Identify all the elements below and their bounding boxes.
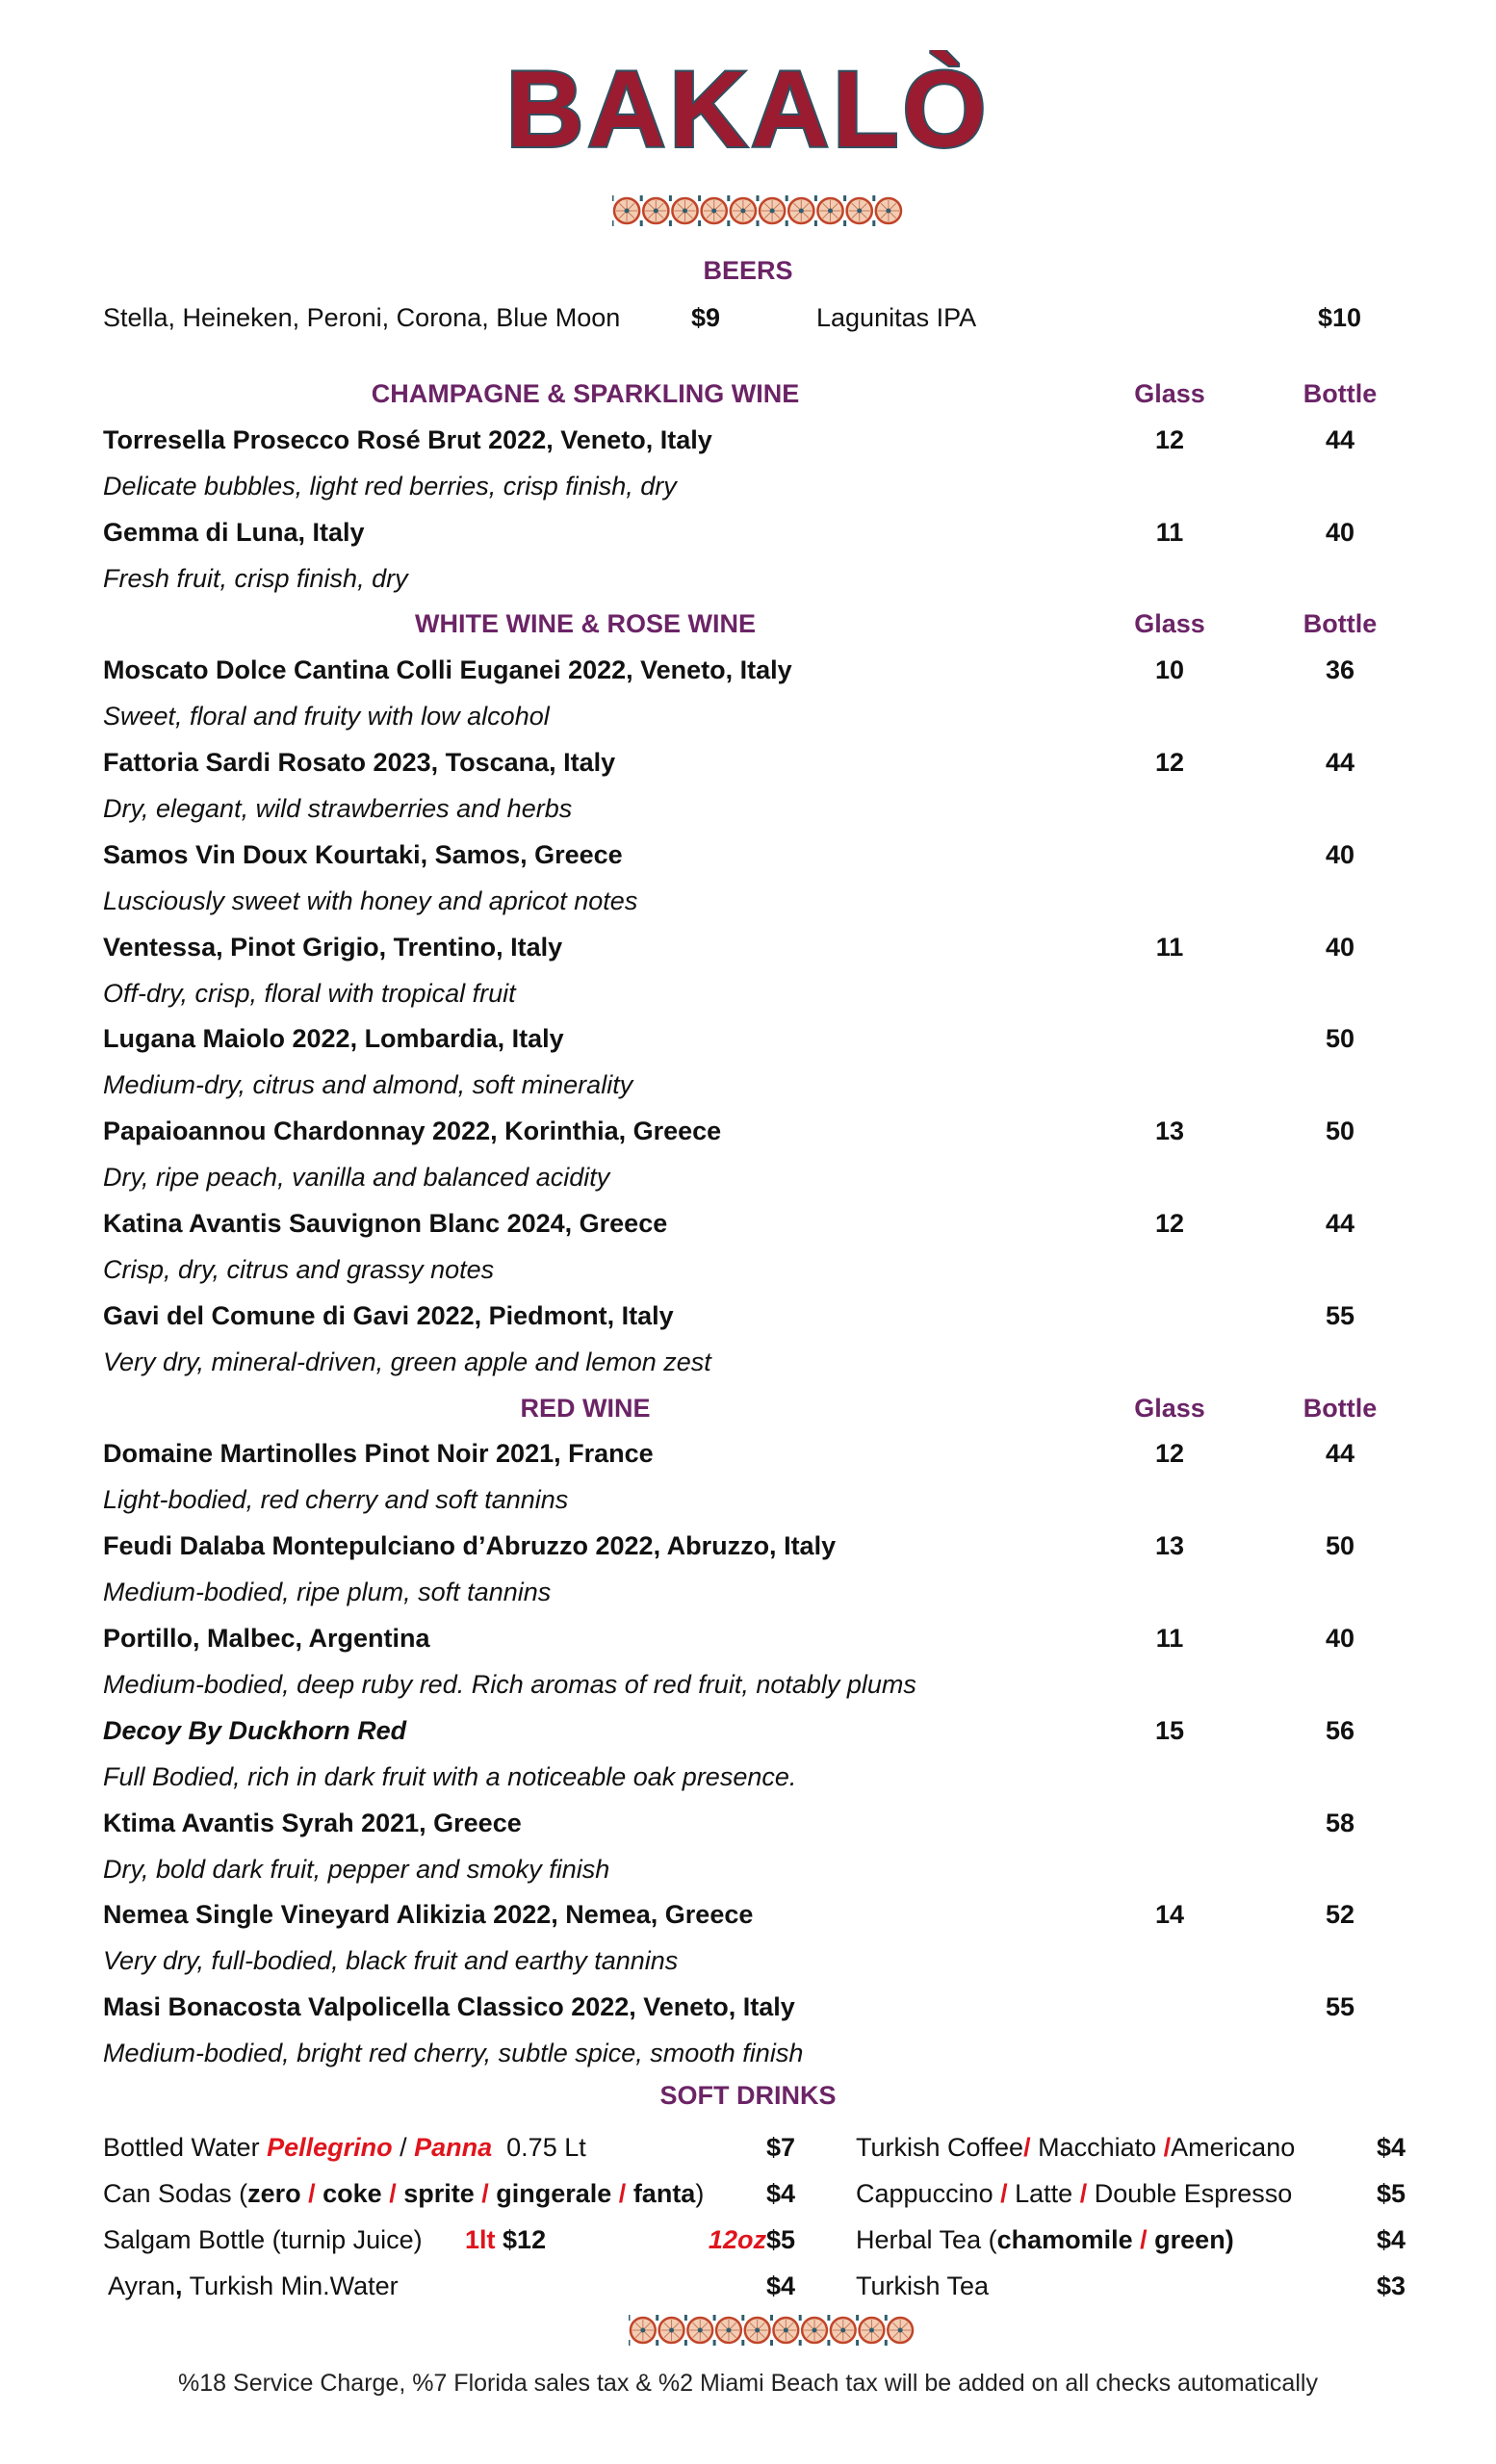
name-part: Macchiato — [1030, 2133, 1164, 2162]
wine-description: Dry, elegant, wild strawberries and herbs — [103, 794, 573, 824]
bottle-price: 40 — [1325, 839, 1355, 869]
name-part: 0.75 Lt — [492, 2133, 586, 2162]
soft-drink-item — [0, 2263, 1496, 2309]
wine-name: Gavi del Comune di Gavi 2022, Piedmont, Italy — [103, 1300, 674, 1330]
name-part: Turkish Tea — [856, 2272, 990, 2300]
beer-price: $9 — [691, 303, 721, 332]
wine-item — [0, 1985, 1496, 2031]
medallion-ornament — [827, 2315, 855, 2346]
wine-description-row — [0, 1847, 1496, 1893]
restaurant-logo — [0, 50, 1496, 161]
name-part: Cappuccino — [856, 2179, 1001, 2208]
wine-name: Lugana Maiolo 2022, Lombardia, Italy — [103, 1024, 564, 1054]
soft-drink-price: $5 — [1376, 2179, 1406, 2208]
bottle-price: 50 — [1325, 1116, 1355, 1146]
soft-drink-price: $4 — [765, 2272, 795, 2300]
bottle-price: 50 — [1325, 1024, 1355, 1054]
name-part: Americano — [1171, 2133, 1296, 2162]
name-part: Herbal Tea ( — [856, 2225, 997, 2254]
bottle-price: 40 — [1325, 517, 1355, 547]
wine-description-row — [0, 694, 1496, 740]
bottle-price: 40 — [1325, 1624, 1355, 1654]
size-label: 12oz — [708, 2225, 766, 2254]
name-part: gingerale — [496, 2179, 612, 2208]
wine-description: Very dry, mineral-driven, green apple and lemon zest — [103, 1347, 711, 1376]
soft-drink-price-group — [1377, 2170, 1406, 2217]
name-part: Panna — [414, 2133, 493, 2162]
wine-description: Full Bodied, rich in dark fruit with a noticeable oak presence. — [103, 1761, 797, 1791]
medallion-ornament — [656, 2315, 684, 2346]
medallion-ornament — [640, 195, 669, 226]
wine-description-row — [0, 2031, 1496, 2077]
wine-name: Gemma di Luna, Italy — [103, 517, 365, 547]
name-part: / — [1000, 2179, 1008, 2208]
bottle-price: 55 — [1325, 1992, 1355, 2022]
medallion-ornament — [669, 195, 698, 226]
medallion-ornament — [814, 195, 843, 226]
wine-name: Ventessa, Pinot Grigio, Trentino, Italy — [103, 932, 563, 962]
bottle-price: 50 — [1325, 1531, 1355, 1561]
wine-description-row — [0, 464, 1496, 510]
name-part: green — [1154, 2225, 1225, 2254]
wine-name: Fattoria Sardi Rosato 2023, Toscana, Italy — [103, 748, 616, 778]
medallion-ornament — [799, 2315, 827, 2346]
name-part: / — [611, 2179, 633, 2208]
glass-price: 15 — [1154, 1715, 1185, 1745]
decorative-border-top — [612, 194, 903, 227]
soft-drink-price: $4 — [765, 2179, 795, 2208]
wine-description-row — [0, 879, 1496, 925]
bottle-price: 55 — [1325, 1300, 1355, 1330]
wine-name: Nemea Single Vineyard Alikizia 2022, Nemea, Greece — [103, 1900, 754, 1930]
name-part: / — [1023, 2133, 1031, 2162]
wine-description-row — [0, 1755, 1496, 1801]
soft-drink-name — [856, 2263, 989, 2309]
name-part: / — [300, 2179, 323, 2208]
wine-item — [0, 1708, 1496, 1755]
wine-description: Crisp, dry, citrus and grassy notes — [103, 1254, 495, 1284]
name-part: / — [1163, 2133, 1172, 2162]
bottle-price: 52 — [1325, 1900, 1355, 1930]
bottle-column-header: Bottle — [1303, 609, 1378, 639]
section-title: RED WINE — [520, 1393, 651, 1423]
glass-price: 12 — [1154, 748, 1185, 778]
wine-name: Moscato Dolce Cantina Colli Euganei 2022, Veneto, Italy — [103, 655, 792, 685]
wine-name: Feudi Dalaba Montepulciano d’Abruzzo 2022, Abruzzo, Italy — [103, 1531, 837, 1561]
glass-price: 11 — [1155, 517, 1184, 547]
soft-drink-price-group — [1377, 2217, 1406, 2263]
section-title-soft-drinks: SOFT DRINKS — [659, 2081, 837, 2110]
glass-price: 13 — [1154, 1116, 1185, 1146]
section-header — [0, 602, 1496, 648]
wine-description-row — [0, 786, 1496, 833]
wine-item — [0, 925, 1496, 971]
soft-drink-price-group — [1377, 2263, 1406, 2309]
wine-description: Light-bodied, red cherry and soft tannins — [103, 1485, 569, 1515]
wine-item — [0, 740, 1496, 786]
wine-item — [0, 1201, 1496, 1247]
wine-name: Torresella Prosecco Rosé Brut 2022, Veneto, Italy — [103, 424, 712, 454]
wine-item — [0, 1016, 1496, 1063]
wine-item — [0, 1801, 1496, 1847]
beer-name: Stella, Heineken, Peroni, Corona, Blue Moon — [103, 303, 621, 332]
bottle-column-header: Bottle — [1303, 1393, 1378, 1423]
glass-price: 12 — [1154, 424, 1185, 454]
name-part: Ayran — [108, 2272, 176, 2300]
wine-description: Off-dry, crisp, floral with tropical fruit — [103, 978, 516, 1008]
wine-name: Papaioannou Chardonnay 2022, Korinthia, Greece — [103, 1116, 722, 1146]
section-title: WHITE WINE & ROSE WINE — [415, 609, 756, 639]
bottle-price: 40 — [1325, 932, 1355, 962]
beer-name: Lagunitas IPA — [816, 303, 977, 332]
name-part: Latte — [1007, 2179, 1080, 2208]
wine-description: Sweet, floral and fruity with low alcohol — [103, 702, 550, 732]
glass-price: 14 — [1154, 1900, 1185, 1930]
name-part: / — [381, 2179, 404, 2208]
soft-drink-price: $4 — [1376, 2133, 1406, 2162]
wine-name: Ktima Avantis Syrah 2021, Greece — [103, 1808, 522, 1837]
medallion-ornament — [843, 195, 872, 226]
name-part: / — [1132, 2225, 1155, 2254]
name-part: coke — [322, 2179, 382, 2208]
wine-item — [0, 648, 1496, 694]
medallion-ornament — [885, 2315, 913, 2346]
soft-drink-item — [0, 2124, 1496, 2170]
section-header — [0, 1386, 1496, 1432]
medallion-ornament — [756, 195, 785, 226]
glass-price: 11 — [1155, 932, 1184, 962]
glass-price: 10 — [1154, 655, 1185, 685]
soft-drink-price: $5 — [765, 2225, 795, 2254]
bottle-price: 44 — [1325, 1209, 1355, 1239]
glass-price: 12 — [1154, 1439, 1185, 1469]
medallion-ornament — [741, 2315, 769, 2346]
bottle-price: 58 — [1325, 1808, 1355, 1837]
name-part: zero — [247, 2179, 301, 2208]
name-part: Pellegrino — [267, 2133, 393, 2162]
glass-price: 12 — [1154, 1209, 1185, 1239]
bottle-price: 56 — [1325, 1715, 1355, 1745]
wine-name: Katina Avantis Sauvignon Blanc 2024, Greece — [103, 1209, 668, 1239]
name-part: ) — [1225, 2225, 1234, 2254]
glass-column-header: Glass — [1134, 1393, 1205, 1423]
medallion-ornament — [629, 2315, 656, 2346]
wine-item — [0, 1431, 1496, 1477]
soft-drink-item — [0, 2217, 1496, 2263]
wine-item — [0, 1294, 1496, 1340]
medallion-ornament — [770, 2315, 798, 2346]
wine-description: Fresh fruit, crisp finish, dry — [103, 563, 408, 593]
medallion-ornament — [727, 195, 756, 226]
wine-item — [0, 1524, 1496, 1570]
wine-name: Decoy By Duckhorn Red — [103, 1715, 407, 1745]
bottle-price: 44 — [1325, 1439, 1355, 1469]
medallion-ornament — [698, 195, 727, 226]
glass-column-header: Glass — [1134, 379, 1205, 408]
wine-description: Dry, ripe peach, vanilla and balanced acidity — [103, 1163, 610, 1193]
bottle-price: 36 — [1325, 655, 1355, 685]
soft-drink-price: $3 — [1376, 2272, 1406, 2300]
wine-name: Domaine Martinolles Pinot Noir 2021, France — [103, 1439, 654, 1469]
name-part: chamomile — [996, 2225, 1133, 2254]
section-title: CHAMPAGNE & SPARKLING WINE — [371, 379, 800, 408]
footer-note: %18 Service Charge, %7 Florida sales tax & %2 Miami Beach tax will be added on all checks automatically — [178, 2370, 1318, 2397]
wine-name: Portillo, Malbec, Argentina — [103, 1624, 430, 1654]
bottle-price: 44 — [1325, 748, 1355, 778]
wine-description: Dry, bold dark fruit, pepper and smoky finish — [103, 1854, 610, 1884]
soft-drink-price: $4 — [1376, 2225, 1406, 2254]
soft-drink-name — [856, 2124, 1295, 2170]
name-part: / — [474, 2179, 497, 2208]
wine-description-row — [0, 971, 1496, 1017]
section-header — [0, 372, 1496, 418]
beer-row — [0, 295, 1496, 341]
bottle-price: 44 — [1325, 424, 1355, 454]
soft-drink-price: $7 — [765, 2133, 795, 2162]
soft-drink-item — [0, 2170, 1496, 2217]
wine-description: Medium-dry, citrus and almond, soft minerality — [103, 1070, 633, 1100]
section-title-beers: BEERS — [703, 256, 793, 285]
name-part: / — [1079, 2179, 1088, 2208]
wine-item — [0, 833, 1496, 879]
wine-name: Samos Vin Doux Kourtaki, Samos, Greece — [103, 839, 623, 869]
name-part: Salgam Bottle (turnip Juice) — [103, 2225, 423, 2254]
wine-description: Very dry, full-bodied, black fruit and earthy tannins — [103, 1946, 679, 1976]
name-part: Can Sodas ( — [103, 2179, 248, 2208]
decorative-border-bottom — [629, 2314, 915, 2347]
soft-drink-price: $12 — [503, 2225, 547, 2254]
wine-name: Masi Bonacosta Valpolicella Classico 2022, Veneto, Italy — [103, 1992, 795, 2022]
wine-item — [0, 1109, 1496, 1155]
wine-description-row — [0, 1662, 1496, 1708]
soft-drink-price-group — [1377, 2124, 1406, 2170]
svg-text:BAKALÒ: BAKALÒ — [505, 50, 991, 161]
glass-column-header: Glass — [1134, 609, 1205, 639]
medallion-ornament — [713, 2315, 741, 2346]
wine-description-row — [0, 556, 1496, 603]
medallion-ornament — [872, 195, 901, 226]
wine-item — [0, 418, 1496, 464]
wine-description-row — [0, 1247, 1496, 1294]
wine-list — [0, 372, 1496, 2077]
medallion-ornament — [856, 2315, 884, 2346]
glass-price: 11 — [1155, 1624, 1184, 1654]
wine-description-row — [0, 1340, 1496, 1386]
name-part: Bottled Water — [103, 2133, 268, 2162]
wine-item — [0, 510, 1496, 556]
medallion-ornament — [786, 195, 814, 226]
wine-description: Medium-bodied, ripe plum, soft tannins — [103, 1578, 552, 1607]
name-part: , — [175, 2272, 183, 2300]
wine-item — [0, 1616, 1496, 1662]
logo-wordmark — [459, 50, 1037, 161]
name-part: sprite — [403, 2179, 475, 2208]
wine-description-row — [0, 1570, 1496, 1616]
name-part: fanta — [632, 2179, 696, 2208]
wine-description-row — [0, 1063, 1496, 1109]
wine-description: Medium-bodied, deep ruby red. Rich aromas of red fruit, notably plums — [103, 1669, 916, 1699]
wine-description-row — [0, 1477, 1496, 1524]
name-part: ) — [695, 2179, 705, 2208]
name-part: Turkish Min.Water — [182, 2272, 399, 2300]
wine-item — [0, 1892, 1496, 1938]
bottle-column-header: Bottle — [1303, 379, 1378, 408]
size-label: 1lt — [465, 2225, 496, 2254]
wine-description: Medium-bodied, bright red cherry, subtle spice, smooth finish — [103, 2039, 804, 2068]
wine-description: Lusciously sweet with honey and apricot notes — [103, 886, 638, 915]
beer-price: $10 — [1318, 303, 1362, 332]
name-part: / — [392, 2133, 415, 2162]
name-part: Double Espresso — [1087, 2179, 1293, 2208]
soft-drink-name — [856, 2217, 1234, 2263]
wine-description: Delicate bubbles, light red berries, crisp finish, dry — [103, 471, 677, 500]
wine-description-row — [0, 1938, 1496, 1985]
medallion-ornament — [612, 195, 639, 226]
medallion-ornament — [684, 2315, 712, 2346]
wine-description-row — [0, 1155, 1496, 1201]
glass-price: 13 — [1154, 1531, 1185, 1561]
soft-drink-name — [856, 2170, 1292, 2217]
name-part: Turkish Coffee — [856, 2133, 1024, 2162]
